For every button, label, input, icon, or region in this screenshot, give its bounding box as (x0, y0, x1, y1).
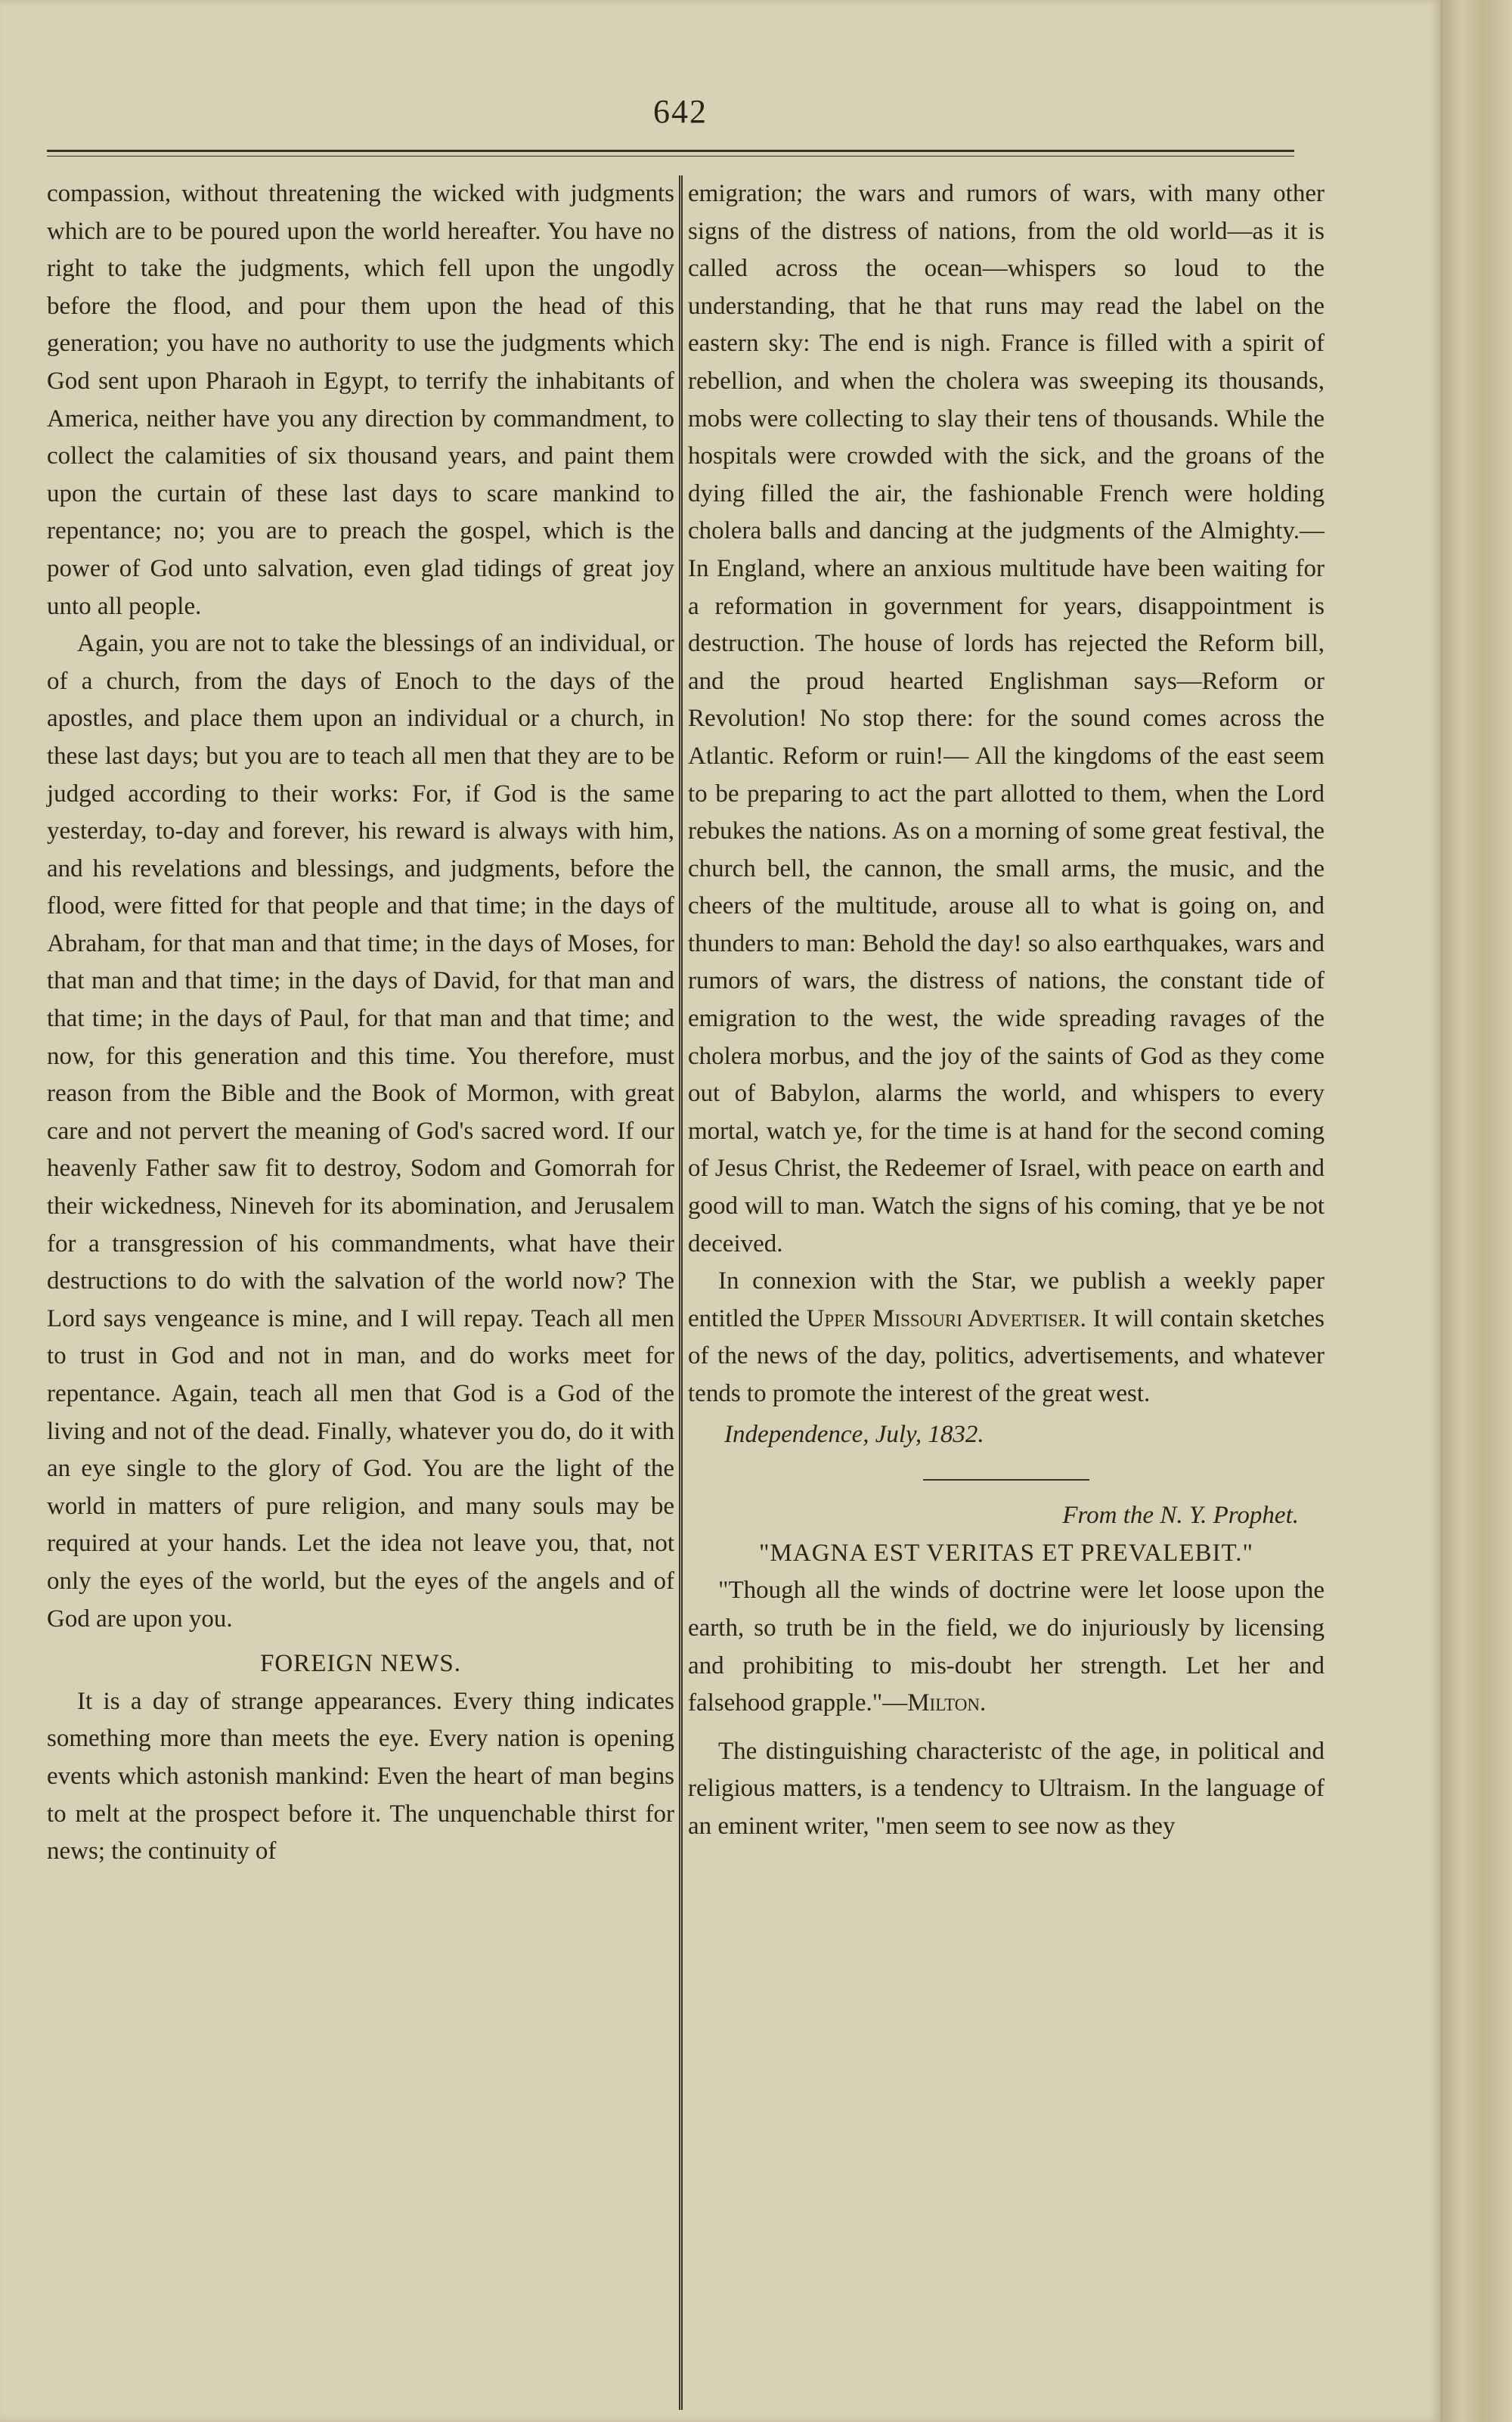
foreign-news-heading: FOREIGN NEWS. (260, 1650, 461, 1678)
header-rule (47, 150, 1294, 152)
milton-quote (688, 1572, 1325, 1722)
newspaper-title: Upper Missouri Advertiser (806, 1304, 1080, 1332)
p2-end: . It will contain sketches of the news of the day, politics, advertisements, and whatever tends to promote the interest of the great west. (688, 1304, 1325, 1407)
dateline: Independence, July, 1832. (724, 1420, 984, 1448)
left-column (47, 175, 674, 1871)
p2-start: In connexion with the Star, we publish a weekly paper entitled the (688, 1267, 1325, 1332)
right-paragraph-2 (688, 1263, 1325, 1413)
left-paragraph-2: Again, you are not to take the blessings of an individual, or of a church, from the days of Enoch to the days of the apostles, and place them upon an individual or a church, in these last days; but you are to teach all men that they are to be judged according to their works: For, if God is the same yesterday, to-day and forever, his reward is always with him, and his revelations and blessings, and judgments, before the flood, were fitted for that people and that time; in the days of Abraham, for that man and that time; in the days of Moses, for that man and that time; in the days of David, for that man and that time; in the days of Paul, for that man and that time; and now, for this generation and this time. You therefore, must reason from the Bible and the Book of Mormon, with great care and not pervert the meaning of God's sacred word. If our heavenly Father saw fit to destroy, Sodom and Gomorrah for their wickedness, Nineveh for its abomination, and Jerusalem for a transgression of his commandments, what have their destructions to do with the salvation of the world now? The Lord says vengeance is mine, and I will repay. Teach all men to trust in God and not in man, and do works meet for repentance. Again, teach all men that God is a God of the living and not of the dead. Finally, whatever you do, do it with an eye single to the glory of God. You are the light of the world in matters of pure religion, and many souls may be required at your hands. Let the idea not leave you, that, not only the eyes of the world, but the eyes of the angels and of God are upon you. (47, 630, 674, 1633)
latin-motto: "MAGNA EST VERITAS ET PREVALEBIT." (759, 1539, 1253, 1567)
quote-text: "Though all the winds of doctrine were let loose upon the earth, so truth be in the field, we do injuriously by licensing and prohibiting to mis-doubt her strength. Let her and falsehood grapple."— (688, 1577, 1325, 1717)
right-paragraph-3: The distinguishing characteristc of the age, in political and religious matters, is a tendency to Ultraism. In the language of an eminent writer, "men seem to see now as they (688, 1737, 1325, 1840)
column-divider (679, 175, 683, 2410)
header-rule-thin (47, 156, 1294, 157)
right-column (688, 175, 1325, 1846)
right-paragraph-1: emigration; the wars and rumors of wars, with many other signs of the distress of nations, from the old world—as it is called across the ocean—whispers so loud to the understanding, that he that runs may read the label on the eastern sky: The end is nigh. France is filled with a spirit of rebellion, and when the cholera was sweeping its thousands, mobs were collecting to slay their tens of thousands. While the hospitals were crowded with the sick, and the groans of the dying filled the air, the fashionable French were holding cholera balls and dancing at the judgments of the Almighty.— In England, where an anxious multitude have been waiting for a reformation in government for years, disappointment is destruction. The house of lords has rejected the Reform bill, and the proud hearted Englishman says—Reform or Revolution! No stop there: for the sound comes across the Atlantic. Reform or ruin!— All the kingdoms of the east seem to be preparing to act the part allotted to them, when the Lord rebukes the nations. As on a morning of some great festival, the church bell, the cannon, the small arms, the music, and the cheers of the multitude, arouse all to what is going on, and thunders to man: Behold the day! so also earthquakes, wars and rumors of wars, the distress of nations, the constant tide of emigration to the west, the wide spreading ravages of the cholera morbus, and the joy of the saints of God as they come out of Babylon, alarms the world, and whispers to every mortal, watch ye, for the time is at hand for the second coming of Jesus Christ, the Redeemer of Israel, with peace on earth and good will to man. Watch the signs of his coming, that ye be not deceived. (688, 180, 1325, 1258)
left-paragraph-1: compassion, without threatening the wicked with judgments which are to be poured upon the world hereafter. You have no right to take the judgments, which fell upon the ungodly before the flood, and pour them upon the head of this generation; you have no authority to use the judgments which God sent upon Pharaoh in Egypt, to terrify the inhabitants of America, neither have you any direction by commandment, to collect the calamities of six thousand years, and paint them upon the curtain of these last days to scare mankind to repentance; no; you are to preach the gospel, which is the power of God unto salvation, even glad tidings of great joy unto all people. (47, 180, 674, 620)
left-paragraph-3: It is a day of strange appearances. Every thing indicates something more than meets the eye. Every nation is opening events which astonish mankind: Even the heart of man begins to melt at the prospect before it. The unquenchable thirst for news; the continuity of (47, 1687, 674, 1865)
source-line: From the N. Y. Prophet. (1062, 1502, 1299, 1530)
quote-author: Milton (907, 1689, 981, 1717)
page-number: 642 (653, 93, 708, 130)
page-edge (1440, 0, 1512, 2422)
section-separator (923, 1479, 1089, 1481)
quote-tail: . (980, 1689, 987, 1717)
